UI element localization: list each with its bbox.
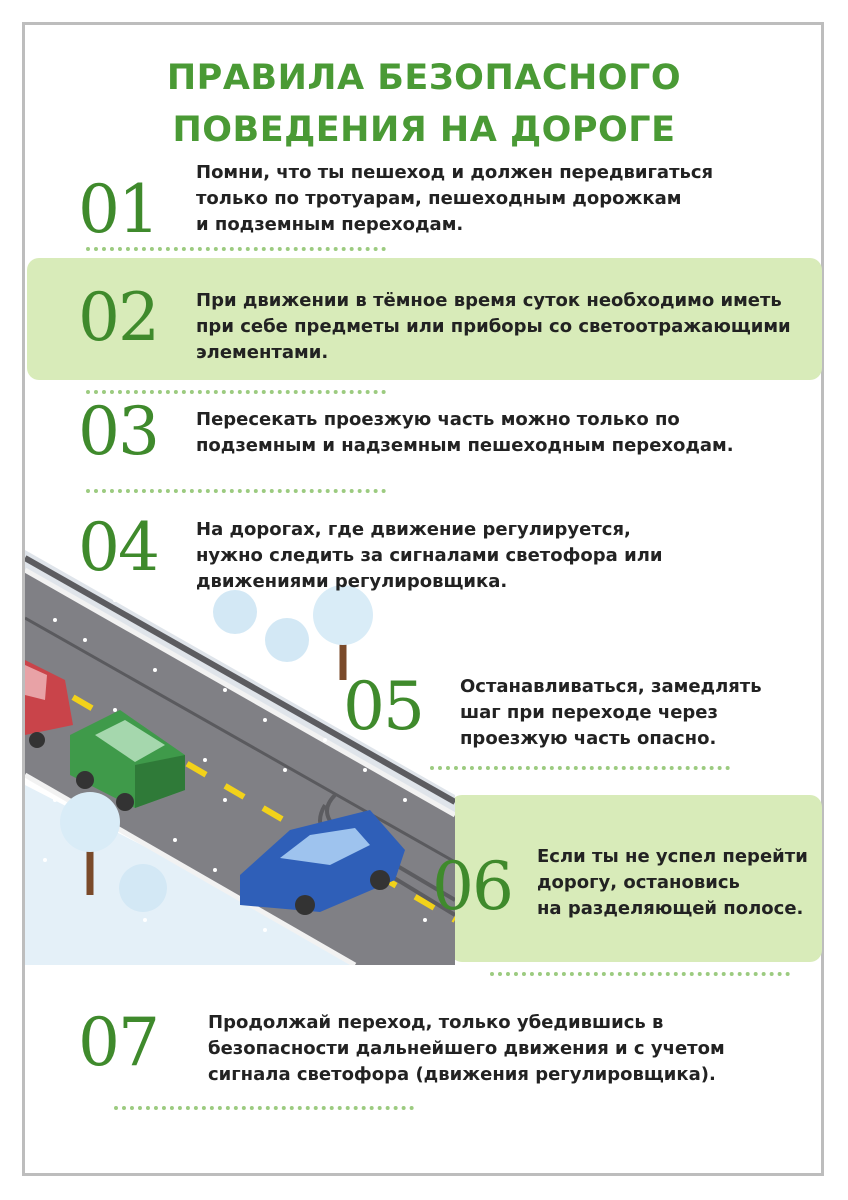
separator	[86, 489, 386, 493]
separator	[86, 247, 386, 251]
rule-02-number: 02	[78, 279, 158, 356]
rule-03-text: Пересекать проезжую часть можно только по подземным и надземным пешеходным переходам.	[196, 409, 734, 456]
separator	[86, 390, 386, 394]
title-line-2: ПОВЕДЕНИЯ НА ДОРОГЕ	[172, 110, 676, 150]
winter-road-with-cars-icon	[25, 540, 455, 965]
separator	[490, 972, 790, 976]
title-line-1: ПРАВИЛА БЕЗОПАСНОГО	[166, 58, 682, 98]
rule-04-text: На дорогах, где движение регулируется, нужно следить за сигналами светофора или движениями регулировщика.	[196, 519, 663, 592]
page-title	[0, 52, 848, 156]
rule-06-text: Если ты не успел перейти дорогу, остановись на разделяющей полосе.	[537, 846, 808, 919]
separator	[114, 1106, 414, 1110]
rule-05-text: Останавливаться, замедлять шаг при переходе через проезжую часть опасно.	[460, 676, 762, 749]
rule-02-text: При движении в тёмное время суток необходимо иметь при себе предметы или приборы со светоотражающими элементами.	[196, 290, 791, 363]
rule-06-number: 06	[432, 848, 512, 925]
rule-04-number: 04	[78, 509, 158, 586]
rule-01-number: 01	[78, 171, 158, 248]
rule-07-number: 07	[78, 1004, 158, 1081]
separator	[430, 766, 730, 770]
rule-07-text: Продолжай переход, только убедившись в безопасности дальнейшего движения и с учетом сигнала светофора (движения регулировщика).	[208, 1012, 725, 1085]
rule-01-text: Помни, что ты пешеход и должен передвигаться только по тротуарам, пешеходным дорожкам и подземным переходам.	[196, 162, 714, 235]
rule-05-number: 05	[343, 668, 423, 745]
rule-03-number: 03	[78, 393, 158, 470]
